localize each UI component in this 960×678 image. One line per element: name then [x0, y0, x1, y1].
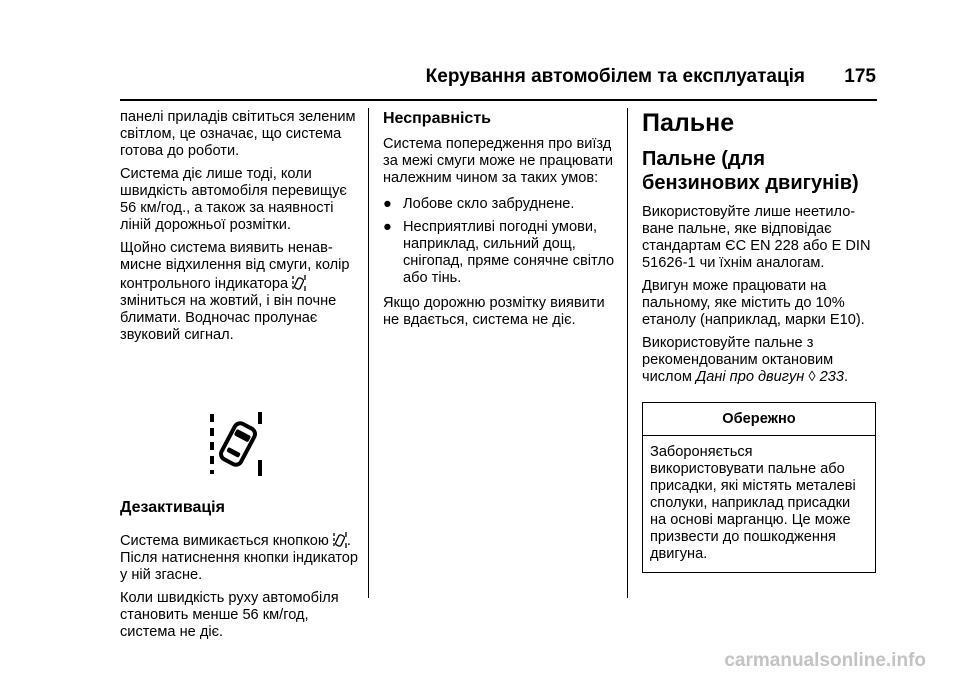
paragraph: Коли швидкість руху автомобіля становить менше 56 км/год, система не діє.	[120, 590, 339, 640]
lane-departure-icon	[292, 274, 306, 292]
column-divider-1	[368, 108, 369, 598]
paragraph	[120, 240, 360, 344]
reference-symbol: ◊	[808, 369, 816, 385]
list-item	[383, 196, 623, 213]
paragraph-text: зміниться на жовтий, і він почне блимати. Водночас пролунає звуковий сигнал.	[120, 293, 337, 343]
page-header	[0, 66, 876, 88]
paragraph: Двигун може працювати на пальному, яке містить до 10% етанолу (наприклад, марки E10).	[642, 278, 865, 328]
section-title: Несправність	[383, 110, 491, 127]
bullet-symbol: ●	[383, 196, 392, 212]
paragraph	[120, 531, 360, 584]
paragraph-end: .	[844, 369, 849, 385]
paragraph: Система діє лише тоді, коли швидкість автомобіля перевищує 56 км/год., а також за наявності ліній дорожньої розмітки.	[120, 166, 347, 233]
column-3	[642, 109, 882, 573]
column-divider-2	[627, 108, 628, 598]
warning-title: Обережно	[643, 403, 875, 436]
section-title: Пальне (для бензинових двигунів)	[642, 148, 859, 194]
column-2	[383, 109, 623, 335]
paragraph	[642, 335, 882, 386]
paragraph: панелі приладів світиться зеленим світлом, це означає, що система готова до роботи.	[120, 109, 356, 159]
list-item-text: Лобове скло забруднене.	[403, 196, 575, 212]
paragraph: Використовуйте лише неетило-ване пальне, яке відповідає стандартам ЄС EN 228 або E DIN 51626-1 чи їхнім аналогам.	[642, 204, 871, 271]
reference-page[interactable]: 233	[819, 369, 845, 385]
column-1	[120, 109, 360, 647]
warning-text: Забороняється використовувати пальне або присадки, які містять металеві сполуки, наприклад присадки на основі марганцю. Це може призвести до пошкодження двигуна.	[650, 444, 856, 562]
section-title: Дезактивація	[120, 499, 225, 516]
paragraph-text: Використовуйте пальне з рекомендованим октановим числом	[642, 335, 834, 385]
list-item-text: Несприятливі погодні умови, наприклад, сильний дощ, снігопад, пряме сонячне світло або тінь.	[403, 219, 615, 286]
bullet-symbol: ●	[383, 219, 392, 235]
bullet-list	[383, 196, 623, 287]
header-rule	[120, 99, 877, 101]
watermark: carmanualsonline.info	[724, 650, 926, 671]
paragraph-text: Система вимикається кнопкою	[120, 533, 329, 549]
list-item	[383, 219, 623, 287]
warning-box	[642, 402, 876, 573]
paragraph: Система попередження про виїзд за межі смуги може не працювати належним чином за таких умов:	[383, 136, 614, 186]
header-title: Керування автомобілем та експлуатація	[425, 66, 806, 87]
chapter-title: Пальне	[642, 109, 735, 137]
paragraph-text: . Після натиснення кнопки індикатор у ній згасне.	[120, 533, 359, 583]
lane-departure-icon	[208, 410, 264, 478]
page-number: 175	[844, 66, 876, 87]
lane-departure-icon	[333, 531, 347, 549]
paragraph-text: Щойно система виявить ненав-мисне відхилення від смуги, колір контрольного індикатора	[120, 240, 350, 292]
cross-reference-link[interactable]: Дані про двигун	[695, 369, 805, 385]
paragraph: Якщо дорожню розмітку виявити не вдається, система не діє.	[383, 295, 605, 328]
